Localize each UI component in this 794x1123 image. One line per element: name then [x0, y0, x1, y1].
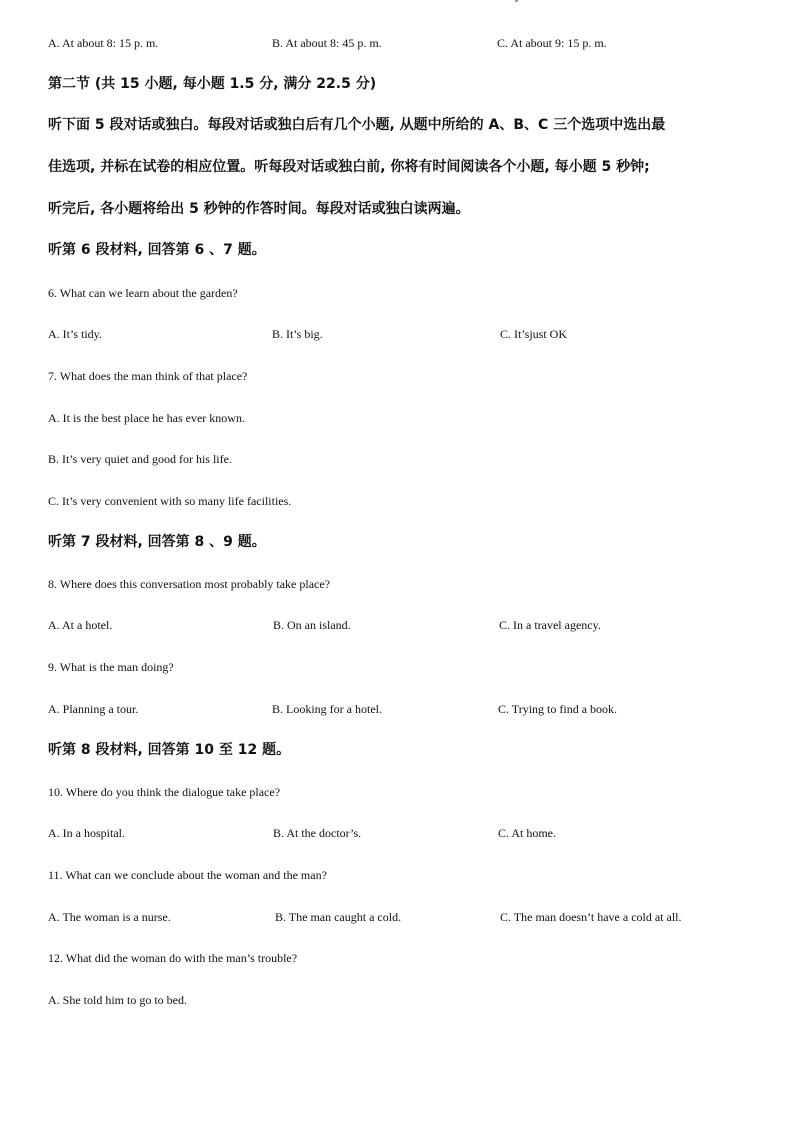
top-edge-mark	[515, 0, 518, 2]
q7-option-a: A. It is the best place he has ever known.	[48, 411, 245, 425]
q5-option-a: A. At about 8: 15 p. m.	[48, 36, 159, 50]
q5-option-b: B. At about 8: 45 p. m.	[272, 36, 382, 50]
q7-option-c: C. It’s very convenient with so many life facilities.	[48, 494, 292, 508]
q12-option-a: A. She told him to go to bed.	[48, 993, 187, 1007]
instruction-line-3: 听完后, 各小题将给出 5 秒钟的作答时间。每段对话或独白读两遍。	[48, 201, 470, 217]
q11-stem: 11. What can we conclude about the woman and the man?	[48, 868, 327, 882]
section-instruction	[48, 104, 748, 230]
q10-option-c: C. At home.	[498, 826, 557, 840]
passage-6-heading: 听第 6 段材料, 回答第 6 、7 题。	[48, 242, 266, 258]
q10-stem: 10. Where do you think the dialogue take place?	[48, 785, 281, 799]
q12-stem: 12. What did the woman do with the man’s trouble?	[48, 951, 298, 965]
q9-option-b: B. Looking for a hotel.	[272, 702, 382, 716]
q9-option-a: A. Planning a tour.	[48, 702, 139, 716]
q11-option-b: B. The man caught a cold.	[275, 910, 402, 924]
instruction-line-2: 佳选项, 并标在试卷的相应位置。听每段对话或独白前, 你将有时间阅读各个小题, 每小题 5 秒钟;	[48, 159, 650, 175]
q11-option-c: C. The man doesn’t have a cold at all.	[500, 910, 682, 924]
passage-7-heading: 听第 7 段材料, 回答第 8 、9 题。	[48, 534, 266, 550]
q9-stem: 9. What is the man doing?	[48, 660, 174, 674]
q10-option-a: A. In a hospital.	[48, 826, 125, 840]
instruction-line-1: 听下面 5 段对话或独白。每段对话或独白后有几个小题, 从题中所给的 A、B、C 三个选项中选出最	[48, 117, 666, 133]
q6-option-c: C. It’sjust OK	[500, 327, 568, 341]
q8-option-c: C. In a travel agency.	[499, 618, 601, 632]
q10-option-b: B. At the doctor’s.	[273, 826, 362, 840]
q8-option-a: A. At a hotel.	[48, 618, 113, 632]
section-heading: 第二节 (共 15 小题, 每小题 1.5 分, 满分 22.5 分)	[48, 76, 377, 92]
q9-option-c: C. Trying to find a book.	[498, 702, 618, 716]
q6-option-b: B. It’s big.	[272, 327, 323, 341]
q8-stem: 8. Where does this conversation most probably take place?	[48, 577, 331, 591]
passage-8-heading: 听第 8 段材料, 回答第 10 至 12 题。	[48, 742, 291, 758]
q7-stem: 7. What does the man think of that place?	[48, 369, 248, 383]
q7-option-b: B. It’s very quiet and good for his life.	[48, 452, 232, 466]
q6-stem: 6. What can we learn about the garden?	[48, 286, 238, 300]
q6-option-a: A. It’s tidy.	[48, 327, 102, 341]
q11-option-a: A. The woman is a nurse.	[48, 910, 171, 924]
q5-option-c: C. At about 9: 15 p. m.	[497, 36, 607, 50]
q8-option-b: B. On an island.	[273, 618, 351, 632]
